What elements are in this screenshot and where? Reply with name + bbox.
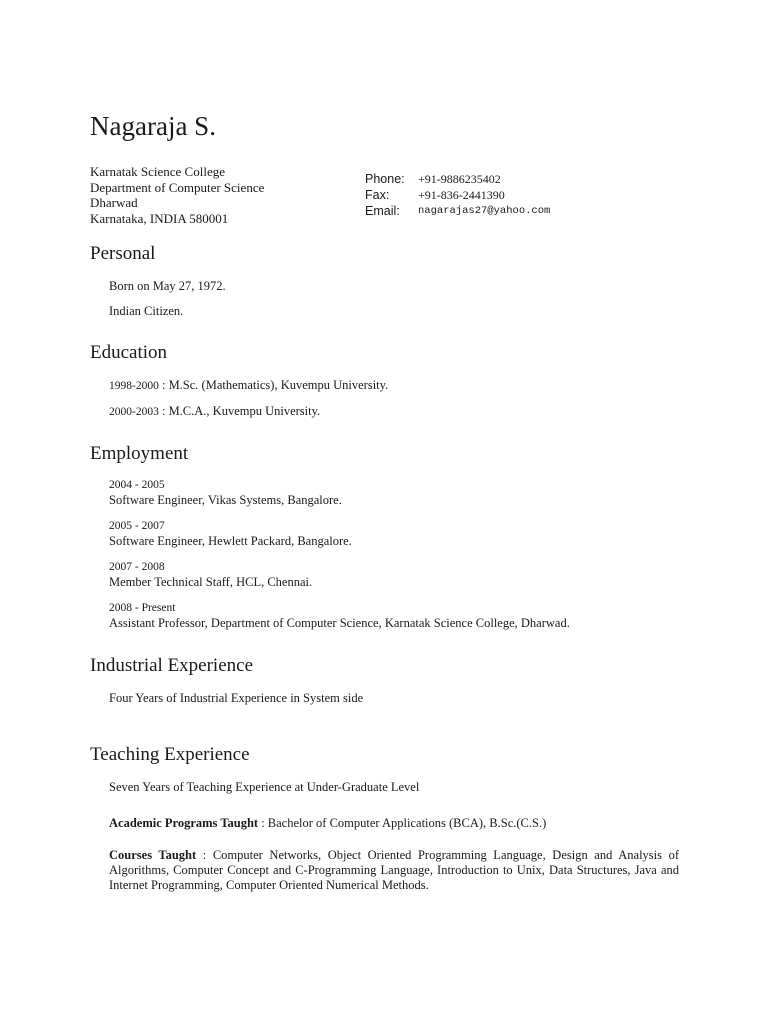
postal-address [90,164,264,226]
courses-taught-label: Courses Taught [109,848,197,862]
section-title-personal: Personal [90,243,156,264]
section-title-employment: Employment [90,443,189,464]
phone-number: +91-9886235402 [418,172,501,186]
address-line: Karnataka, INDIA 580001 [90,210,229,226]
academic-programs [109,816,679,831]
employment-item [109,560,312,590]
employment-period: 2005 - 2007 [109,520,165,532]
courses-taught-text: : Computer Networks, Object Oriented Programming Language, Design and Analysis of Algorithms, Computer Concept and C-Programming Language, Introduction to Unix, Data Structures, Java and Internet Programming, Computer Oriented Numerical Methods. [109,848,680,892]
address-line: Karnatak Science College [90,164,225,179]
fax-label: Fax: [365,188,390,202]
employment-item [109,519,352,549]
academic-programs-text: : Bachelor of Computer Applications (BCA), B.Sc.(C.S.) [258,816,547,830]
phone-row [365,171,550,187]
fax-row [365,187,550,203]
employment-role: Assistant Professor, Department of Computer Science, Karnatak Science College, Dharwad. [109,616,570,630]
email-address[interactable]: nagarajas27@yahoo.com [418,205,551,217]
email-row [365,203,550,219]
employment-item [109,601,570,631]
address-line: Dharwad [90,195,138,210]
employment-role: Software Engineer, Hewlett Packard, Bangalore. [109,534,352,548]
employment-period: 2008 - Present [109,602,176,614]
education-item [109,404,320,420]
section-title-education: Education [90,342,168,363]
employment-item [109,478,342,508]
fax-number: +91-836-2441390 [418,188,505,202]
section-title-teaching-experience: Teaching Experience [90,744,250,765]
employment-period: 2004 - 2005 [109,479,165,491]
industrial-experience-text: Four Years of Industrial Experience in System side [109,691,364,705]
teaching-experience-text: Seven Years of Teaching Experience at Under-Graduate Level [109,780,420,794]
address-line: Department of Computer Science [90,179,265,195]
academic-programs-label: Academic Programs Taught [109,816,259,830]
courses-taught [109,848,679,893]
employment-period: 2007 - 2008 [109,561,165,573]
education-years: 2000-2003 [109,406,159,418]
education-degree: : M.Sc. (Mathematics), Kuvempu University. [158,378,389,392]
education-years: 1998-2000 [109,380,159,392]
phone-label: Phone: [365,172,405,186]
employment-role: Software Engineer, Vikas Systems, Bangalore. [109,493,342,507]
personal-item: Indian Citizen. [109,304,184,318]
education-degree: : M.C.A., Kuvempu University. [158,404,321,418]
candidate-name: Nagaraja S. [90,111,216,141]
personal-item: Born on May 27, 1972. [109,279,226,293]
section-title-industrial-experience: Industrial Experience [90,655,254,676]
email-label: Email: [365,204,400,218]
contact-block [365,171,550,219]
education-item [109,378,388,394]
employment-role: Member Technical Staff, HCL, Chennai. [109,575,313,589]
